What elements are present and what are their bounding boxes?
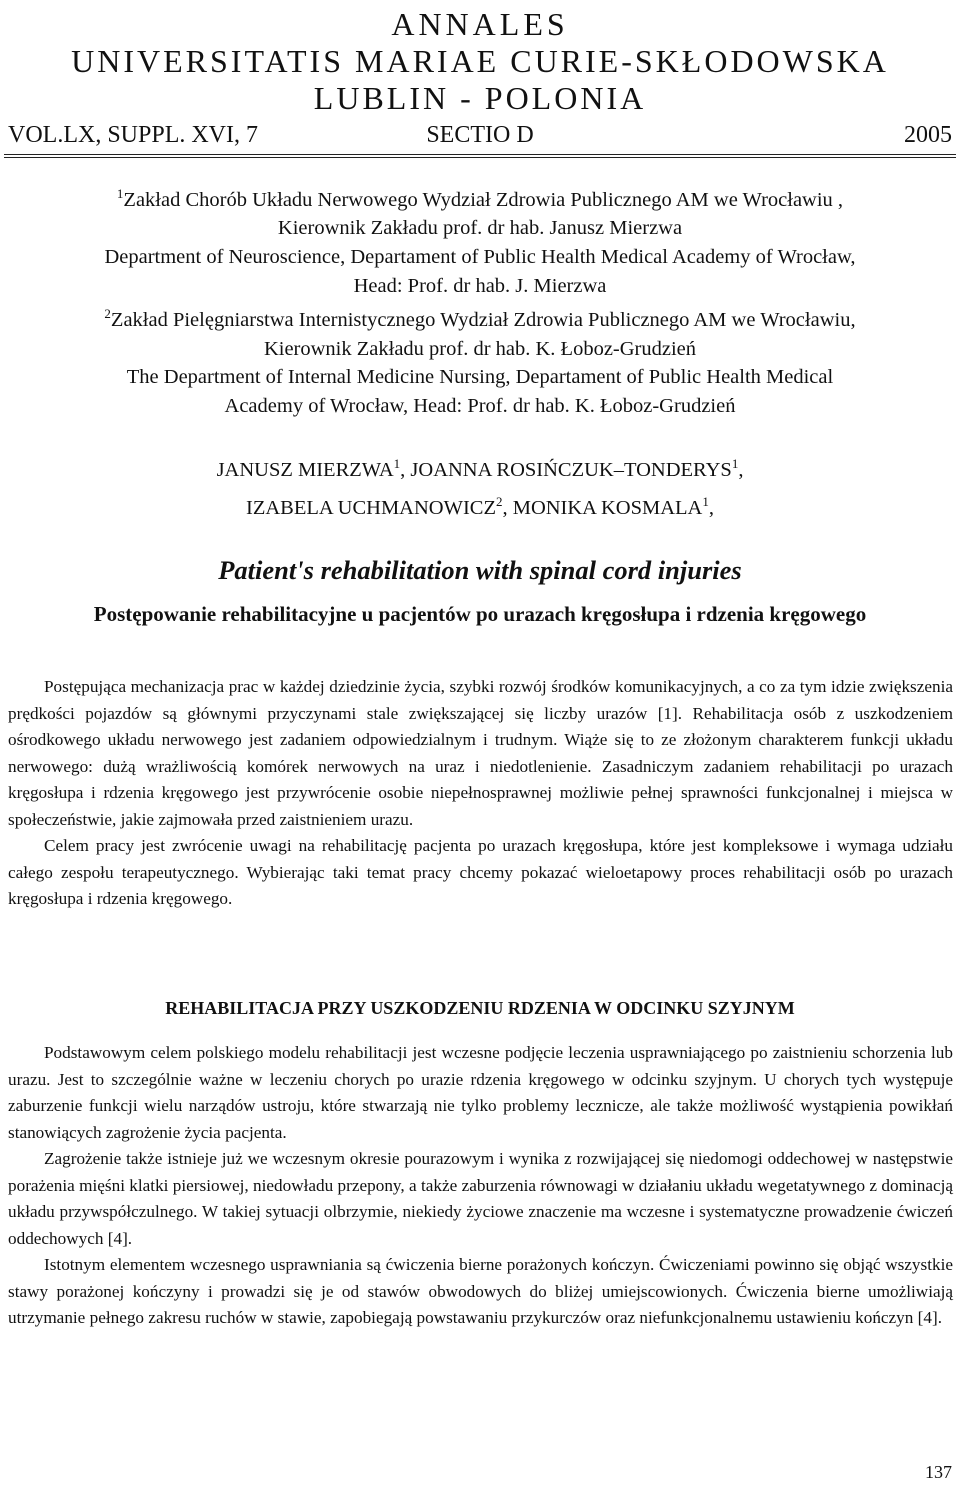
page-number: 137 bbox=[925, 1462, 952, 1482]
section-heading: REHABILITACJA PRZY USZKODZENIU RDZENIA W ODCINKU SZYJNYM bbox=[165, 998, 795, 1018]
introduction-text bbox=[8, 674, 953, 913]
journal-title-line-3: LUBLIN - POLONIA bbox=[313, 80, 647, 116]
paper-title-english: Patient's rehabilitation with spinal cord injuries bbox=[218, 555, 742, 585]
author-4-marker: 1 bbox=[702, 493, 709, 509]
author-2-marker: 1 bbox=[731, 456, 739, 471]
paper-title-polish: Postępowanie rehabilitacyjne u pacjentów po urazach kręgosłupa i rdzenia kręgowego bbox=[93, 602, 867, 626]
section-paragraph-2: Zagrożenie także istnieje już we wczesnym okresie pourazowym i wynika z rozwijającej się niedomogi oddechowej w następstwie porażenia mięśni klatki piersiowej, niedowładu przepony, a także zaburzenia równowagi w działaniu układu wegetatywnego z dominacją układu przywspółczulnego. W takiej sytuacji olbrzymie, niekiedy życiowe znaczenie ma wczesne i systematyczne prowadzenie ćwiczeń oddechowych [4]. bbox=[8, 1149, 953, 1248]
journal-title-line-1: ANNALES bbox=[391, 6, 569, 42]
affiliation-2-text: Zakład Pielęgniarstwa Internistycznego Wydział Zdrowia Publicznego AM we Wrocławiu, bbox=[110, 309, 856, 332]
author-line-1 bbox=[0, 448, 960, 486]
section-label: SECTIO D bbox=[426, 122, 534, 148]
affiliations bbox=[8, 180, 952, 420]
intro-paragraph-2: Celem pracy jest zwrócenie uwagi na rehabilitację pacjenta po urazach kręgosłupa, które jest kompleksowe i wymaga udziału całego zespołu terapeutycznego. Wybierając taki temat pracy chcemy pokazać wieloetapowy proces rehabilitacji osób po urazach kręgosłupa i rdzenia kręgowego. bbox=[8, 836, 953, 908]
author-2-comma: , bbox=[738, 458, 744, 481]
author-4-comma: , bbox=[708, 496, 714, 519]
journal-header bbox=[0, 6, 960, 116]
affiliation-2-marker: 2 bbox=[104, 306, 111, 322]
intro-paragraph-1: Postępująca mechanizacja prac w każdej dziedzinie życia, szybki rozwój środków komunikacyjnych, a co za tym idzie zwiększenia prędkości pojazdów są głównymi przyczynami stale zwiększającej się liczby urazów [1]. Rehabilitacja osób z uszkodzeniem ośrodkowego układu nerwowego jest zadaniem odpowiedzialnym i trudnym. Wiąże się to ze złożonym charakterem funkcji układu nerwowego: dużą wrażliwością komórek nerwowych na uraz i niedotlenienie. Zasadniczym zadaniem rehabilitacji po urazach kręgosłupa i rdzenia kręgowego jest przywrócenie osobie niepełnosprawnej możliwie pełnej sprawności funkcjonalnej i miejsca w społeczeństwie, jakie zajmowała przed zaistnieniem urazu. bbox=[8, 677, 953, 829]
author-2: , JOANNA ROSIŃCZUK–TONDERYS bbox=[400, 458, 732, 481]
affiliation-1-line-2: Kierownik Zakładu prof. dr hab. Janusz Mierzwa bbox=[277, 217, 683, 240]
affiliation-1-text: Zakład Chorób Układu Nerwowego Wydział Zdrowia Publicznego AM we Wrocławiu , bbox=[123, 188, 844, 211]
author-3: IZABELA UCHMANOWICZ bbox=[246, 496, 496, 519]
header-double-rule bbox=[4, 154, 956, 158]
volume-label: VOL.LX, SUPPL. XVI, 7 bbox=[8, 122, 259, 148]
author-3-marker: 2 bbox=[495, 493, 503, 509]
author-1: JANUSZ MIERZWA bbox=[216, 458, 394, 481]
section-paragraph-3: Istotnym elementem wczesnego usprawniania są ćwiczenia bierne porażonych kończyn. Ćwiczeniami powinno się objąć wszystkie stawy porażonej kończyny i prowadzi się je od stawów obwodowych do bliżej umiejscowionych. Ćwiczenia bierne umożliwiają utrzymanie pełnego zakresu ruchów w stawie, zapobiegają powstawaniu przykurczów oraz niefunkcjonalnemu ustawieniu kończyn [4]. bbox=[8, 1255, 953, 1327]
affiliation-2-line-3: The Department of Internal Medicine Nursing, Departament of Public Health Medical bbox=[126, 366, 834, 389]
affiliation-1-line-3: Department of Neuroscience, Departament of Public Health Medical Academy of Wrocław, bbox=[104, 246, 856, 269]
author-4: , MONIKA KOSMALA bbox=[502, 496, 703, 519]
affiliation-2-line-2: Kierownik Zakładu prof. dr hab. K. Łoboz-Grudzień bbox=[263, 337, 697, 360]
affiliation-1-marker: 1 bbox=[116, 186, 124, 201]
affiliation-1-line-1 bbox=[8, 180, 952, 214]
affiliation-2-line-1 bbox=[8, 300, 952, 334]
author-1-marker: 1 bbox=[393, 456, 401, 471]
journal-title-line-2: UNIVERSITATIS MARIAE CURIE-SKŁODOWSKA bbox=[71, 43, 889, 79]
section-paragraph-1: Podstawowym celem polskiego modelu rehabilitacji jest wczesne podjęcie leczenia usprawniającego po zaistnieniu schorzenia lub urazu. Jest to szczególnie ważne w leczeniu chorych po urazie rdzenia kręgowego w odcinku szyjnym. U chorych tych występuje zaburzenie funkcji wielu narządów ustroju, które stwarzają nie tylko problemy lecznicze, ale także możliwość wystąpienia powikłań stanowiących zagrożenie życia pacjenta. bbox=[8, 1043, 953, 1142]
affiliation-2-line-4: Academy of Wrocław, Head: Prof. dr hab. K. Łoboz-Grudzień bbox=[224, 394, 736, 417]
section-body-text bbox=[8, 1040, 953, 1332]
author-list bbox=[0, 448, 960, 524]
volume-row bbox=[8, 118, 952, 152]
affiliation-1-line-4: Head: Prof. dr hab. J. Mierzwa bbox=[353, 274, 607, 297]
author-line-2 bbox=[0, 486, 960, 524]
year-label: 2005 bbox=[904, 122, 952, 148]
